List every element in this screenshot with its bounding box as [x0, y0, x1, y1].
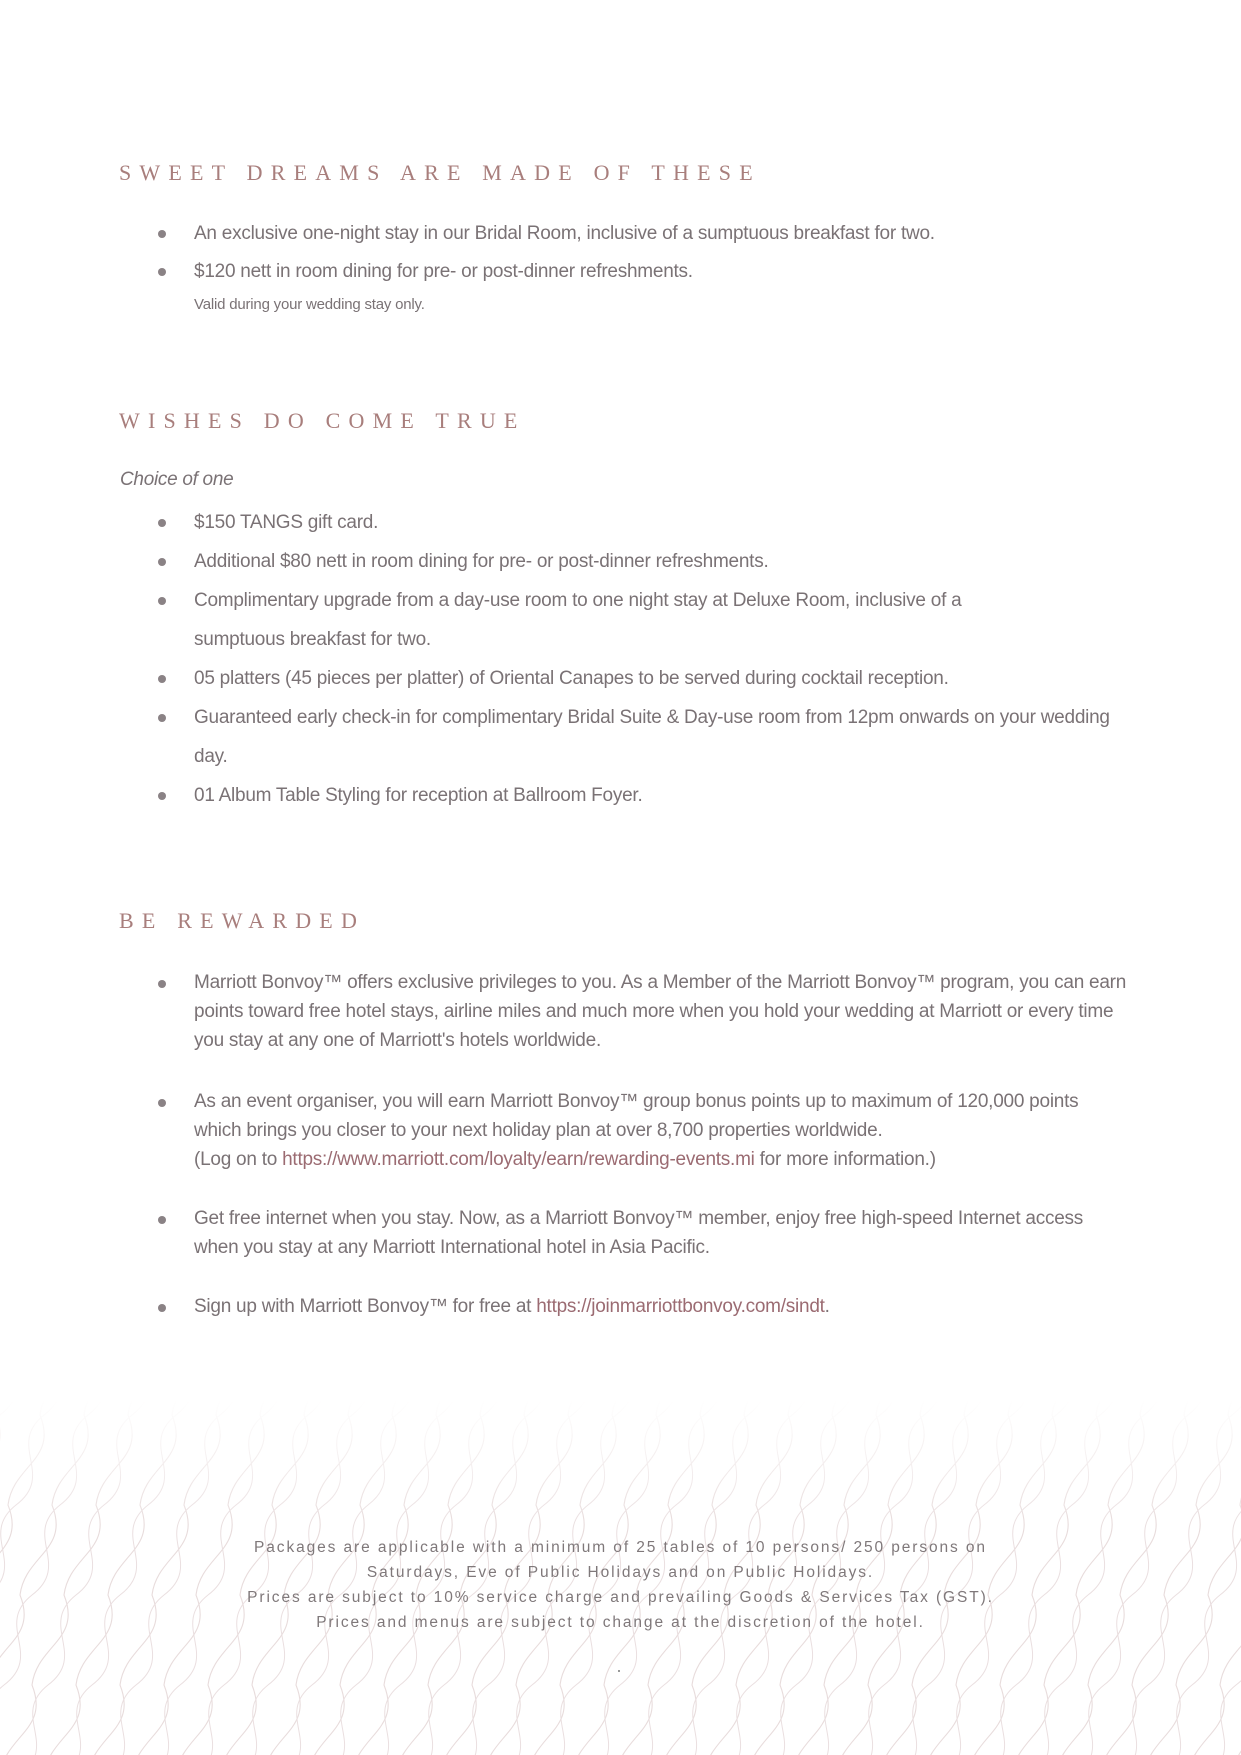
- bullet-icon: [158, 714, 166, 722]
- footer-line: Packages are applicable with a minimum of 25 tables of 10 persons/ 250 persons on: [254, 1539, 987, 1556]
- link-suffix: for more information.): [754, 1149, 936, 1170]
- footer-line: Prices and menus are subject to change at the discretion of the hotel.: [316, 1614, 925, 1631]
- list-item-text: Complimentary upgrade from a day-use room to one night stay at Deluxe Room, inclusive of a sumptuous breakfast for two.: [194, 590, 962, 650]
- list-item-body: As an event organiser, you will earn Marriott Bonvoy™ group bonus points up to maximum of 120,000 points which brings you closer to your next holiday plan at over 8,700 properties worldwide.: [194, 1091, 1079, 1141]
- list-item-text: [194, 1087, 1114, 1174]
- terms-footer: [0, 1535, 1241, 1635]
- choice-subtitle: Choice of one: [120, 469, 234, 490]
- bullet-icon: [158, 1216, 166, 1224]
- validity-note: Valid during your wedding stay only.: [194, 296, 425, 313]
- link-prefix: (Log on to: [194, 1149, 283, 1170]
- list-item-body: Sign up with Marriott Bonvoy™ for free at: [194, 1296, 537, 1317]
- list-item-text: [194, 1292, 1124, 1321]
- list-item-text: 05 platters (45 pieces per platter) of Oriental Canapes to be served during cocktail reception.: [194, 668, 949, 689]
- section-heading-wishes: WISHES DO COME TRUE: [119, 408, 526, 433]
- list-item-text: Marriott Bonvoy™ offers exclusive privileges to you. As a Member of the Marriott Bonvoy™ program, you can earn points toward free hotel stays, airline miles and much more when you hold your wedding at Marriott or every time you stay at any one of Marriott's hotels worldwide.: [194, 972, 1127, 1051]
- footer-line: Saturdays, Eve of Public Holidays and on Public Holidays.: [366, 1564, 875, 1581]
- rewarding-events-link[interactable]: https://www.marriott.com/loyalty/earn/rewarding-events.mi: [282, 1149, 755, 1170]
- bullet-icon: [158, 792, 166, 800]
- list-item-text: $150 TANGS gift card.: [194, 512, 379, 533]
- bullet-icon: [158, 558, 166, 566]
- list-item-text: Get free internet when you stay. Now, as a Marriott Bonvoy™ member, enjoy free high-speed Internet access when you stay at any Marriott International hotel in Asia Pacific.: [194, 1208, 1084, 1258]
- page-marker: [618, 1670, 620, 1672]
- join-bonvoy-link[interactable]: https://joinmarriottbonvoy.com/sindt: [536, 1296, 825, 1317]
- bullet-icon: [158, 230, 166, 238]
- list-item-text: Additional $80 nett in room dining for pre- or post-dinner refreshments.: [194, 551, 769, 572]
- list-item-text: 01 Album Table Styling for reception at Ballroom Foyer.: [194, 785, 643, 806]
- section-heading-sweet-dreams: SWEET DREAMS ARE MADE OF THESE: [119, 160, 761, 185]
- section-heading-be-rewarded: BE REWARDED: [119, 908, 366, 933]
- bullet-icon: [158, 1099, 166, 1107]
- bullet-icon: [158, 268, 166, 276]
- bullet-icon: [158, 519, 166, 527]
- list-item-text: Guaranteed early check-in for complimentary Bridal Suite & Day-use room from 12pm onwards on your wedding day.: [194, 707, 1110, 767]
- bullet-icon: [158, 675, 166, 683]
- bullet-icon: [158, 980, 166, 988]
- list-item-text: $120 nett in room dining for pre- or post-dinner refreshments.: [194, 261, 693, 282]
- bullet-icon: [158, 1304, 166, 1312]
- link-suffix: .: [824, 1296, 830, 1317]
- list-item-text: An exclusive one-night stay in our Bridal Room, inclusive of a sumptuous breakfast for two.: [194, 223, 935, 244]
- footer-line: Prices are subject to 10% service charge and prevailing Goods & Services Tax (GST).: [247, 1589, 994, 1606]
- bullet-icon: [158, 597, 166, 605]
